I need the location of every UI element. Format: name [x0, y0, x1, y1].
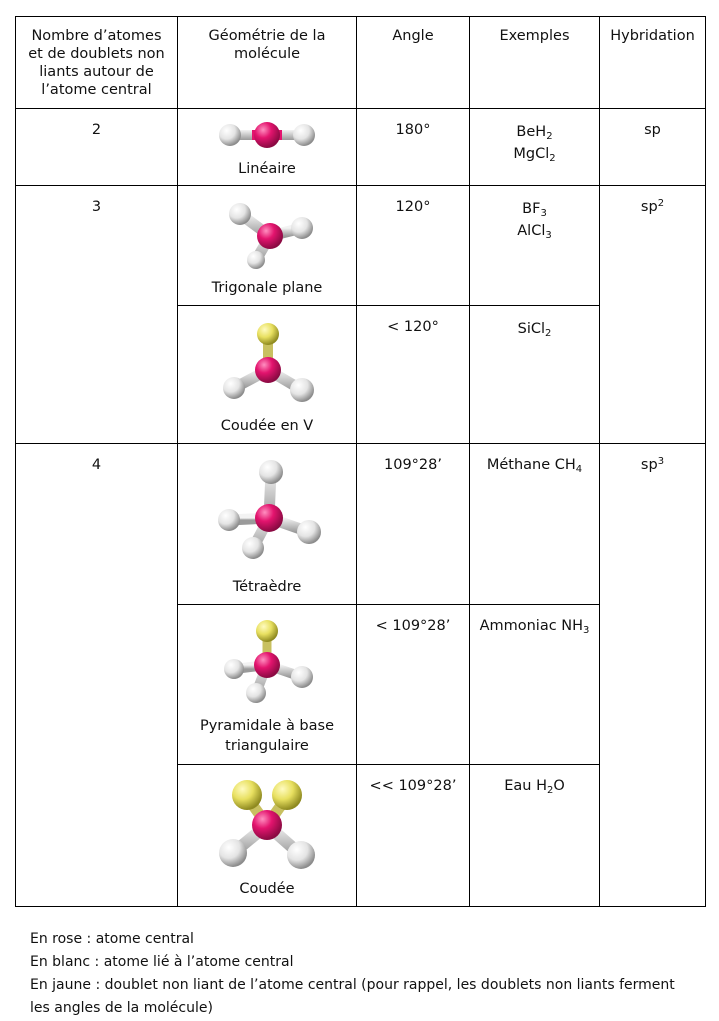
header-examples: Exemples	[499, 28, 570, 44]
angle-value: 109°28’	[384, 457, 442, 473]
angle-cell	[356, 443, 470, 605]
hybridation-cell-sp	[599, 108, 706, 186]
count-cell-2	[15, 108, 178, 186]
trigonal-planar-molecule-icon	[212, 198, 322, 270]
header-geometry: Géométrie de la molécule	[208, 28, 326, 62]
count-cell-3	[15, 185, 178, 444]
header-angle: Angle	[392, 28, 434, 44]
geometry-cell-trigonale	[177, 185, 357, 306]
header-geometry-cell	[177, 16, 357, 109]
hybridation-value: sp	[640, 199, 658, 215]
legend-bonded-atom: En blanc : atome lié à l’atome central	[30, 954, 294, 970]
geometry-label: Trigonale plane	[211, 280, 323, 296]
example-formula: BeH$_2$	[516, 124, 553, 142]
header-hybridation-cell	[599, 16, 706, 109]
angle-value: 120°	[395, 199, 431, 215]
geometry-cell-coudee-v	[177, 305, 357, 444]
angle-cell	[356, 108, 470, 186]
angle-value: < 109°28’	[375, 618, 451, 634]
angle-cell	[356, 604, 470, 765]
legend-central-atom: En rose : atome central	[30, 931, 194, 947]
example-formula: Méthane $CH_4$	[486, 457, 583, 475]
header-angle-cell	[356, 16, 470, 109]
geometry-cell-pyramidale	[177, 604, 357, 765]
hybridation-value: sp	[644, 122, 661, 138]
angle-value: < 120°	[387, 319, 439, 335]
geometry-label: Tétraèdre	[232, 579, 302, 595]
hybridation-cell-sp3: $sp^3$	[599, 443, 706, 907]
angle-value: << 109°28’	[369, 778, 457, 794]
examples-cell	[469, 764, 600, 907]
header-examples-cell	[469, 16, 600, 109]
count-value: 4	[91, 457, 102, 473]
examples-cell	[469, 185, 600, 306]
header-hybridation: Hybridation	[610, 28, 695, 44]
angle-cell	[356, 305, 470, 444]
angle-cell	[356, 185, 470, 306]
geometry-label: Linéaire	[238, 161, 296, 177]
legend-lone-pair: En jaune : doublet non liant de l’atome central (pour rappel, les doublets non liants ferment les angles de la molécule)	[30, 977, 675, 1016]
bent-v-molecule-icon	[212, 318, 322, 404]
count-value: 3	[91, 199, 102, 215]
geometry-label: Coudée en V	[220, 418, 314, 434]
geometry-label: Pyramidale à base triangulaire	[199, 718, 335, 754]
trigonal-pyramidal-molecule-icon	[212, 613, 322, 703]
bent-molecule-icon	[207, 775, 327, 875]
hybridation-value: sp	[640, 457, 658, 473]
examples-cell	[469, 305, 600, 444]
count-value: 2	[91, 122, 102, 138]
header-count: Nombre d’atomes et de doublets non liants autour de l’atome central	[28, 28, 165, 98]
linear-molecule-icon	[212, 117, 322, 153]
example-formula: Eau $H_2O$	[504, 778, 565, 796]
geometry-table	[15, 16, 706, 907]
header-count-cell	[15, 16, 178, 109]
examples-cell	[469, 604, 600, 765]
example-formula: $BF_3$	[522, 201, 547, 219]
angle-value: 180°	[395, 122, 431, 138]
examples-cell	[469, 443, 600, 605]
geometry-cell-coudee	[177, 764, 357, 907]
hybridation-cell-sp2: $sp^2$	[599, 185, 706, 444]
example-formula: SiCl$_2$	[517, 321, 552, 339]
geometry-cell-tetraedre	[177, 443, 357, 605]
examples-cell	[469, 108, 600, 186]
count-cell-4	[15, 443, 178, 907]
example-formula: MgCl$_2$	[513, 146, 556, 164]
example-formula: AlCl$_3$	[517, 223, 552, 241]
tetrahedral-molecule-icon	[207, 456, 327, 566]
angle-cell	[356, 764, 470, 907]
color-legend	[30, 928, 690, 1020]
geometry-label: Coudée	[239, 881, 295, 897]
geometry-cell-lineaire	[177, 108, 357, 186]
example-formula: Ammoniac $NH_3$	[479, 618, 590, 636]
